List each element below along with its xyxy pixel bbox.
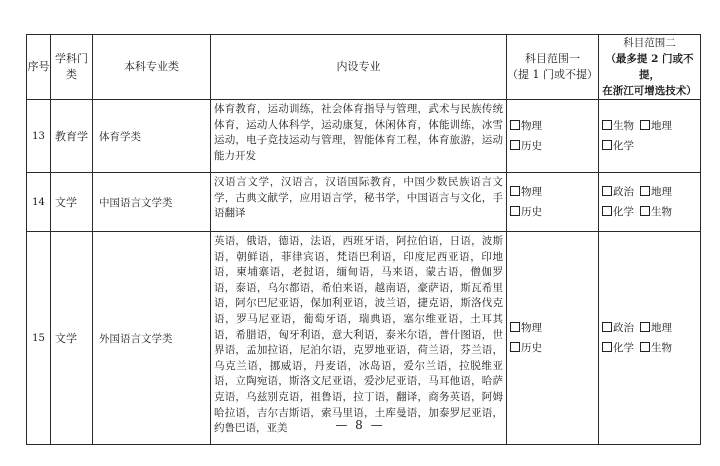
subject-option: 物理 [521,186,542,198]
row-category: 中国语言文学类 [93,173,211,232]
checkbox-icon [602,322,612,332]
subject-option: 化学 [613,206,634,218]
checkbox-icon [602,186,612,196]
subject-requirements-table [26,34,701,445]
table-row [27,232,701,445]
header-subject-range-1 [507,35,599,100]
subject-option: 地理 [651,186,672,198]
row-subject-range-2 [599,232,701,445]
subject-option: 生物 [651,206,672,218]
checkbox-icon [602,140,612,150]
checkbox-icon [640,322,650,332]
checkbox-icon [510,186,520,196]
header-discipline: 学科门类 [51,35,93,100]
subject2-note-2: 在浙江可增选技术） [602,85,697,97]
checkbox-icon [510,342,520,352]
row-discipline: 文学 [51,173,93,232]
row-discipline: 教育学 [51,100,93,173]
checkbox-icon [510,206,520,216]
header-majors: 内设专业 [211,35,507,100]
subject-option: 物理 [521,322,542,334]
subject-option: 物理 [521,120,542,132]
table-row [27,173,701,232]
row-subject-range-2 [599,100,701,173]
table-header-row [27,35,701,100]
subject1-title: 科目范围一 [525,52,580,65]
checkbox-icon [602,206,612,216]
checkbox-icon [510,140,520,150]
checkbox-icon [640,206,650,216]
row-subject-range-1 [507,232,599,445]
row-subject-range-1 [507,173,599,232]
subject-option: 历史 [521,206,542,218]
subject-option: 历史 [521,140,542,152]
row-category: 体育学类 [93,100,211,173]
header-subject-range-2 [599,35,701,100]
checkbox-icon [602,342,612,352]
subject-option: 历史 [521,342,542,354]
page-number: — 8 — [335,418,385,432]
row-majors: 汉语言文学，汉语言，汉语国际教育，中国少数民族语言文学，古典文献学，应用语言学，秘书学，中国语言与文化，手语翻译 [211,173,507,232]
checkbox-icon [602,120,612,130]
subject-option: 地理 [651,120,672,132]
subject-option: 生物 [651,342,672,354]
subject1-note: （提 1 门或不提） [507,68,598,81]
subject-option: 化学 [613,342,634,354]
table-row [27,100,701,173]
row-number: 13 [27,100,51,173]
row-majors: 体育教育，运动训练，社会体育指导与管理，武术与民族传统体育，运动人体科学，运动康复，休闲体育，体能训练，冰雪运动，电子竞技运动与管理，智能体育工程，体育旅游，运动能力开发 [211,100,507,173]
subject-option: 化学 [613,140,634,152]
checkbox-icon [510,120,520,130]
checkbox-icon [640,342,650,352]
row-number: 14 [27,173,51,232]
row-category: 外国语言文学类 [93,232,211,445]
header-number: 序号 [27,35,51,100]
checkbox-icon [510,322,520,332]
header-category: 本科专业类 [93,35,211,100]
subject-option: 地理 [651,322,672,334]
subject2-note-1: （最多提 2 门或不提， [605,53,694,81]
checkbox-icon [640,120,650,130]
subject2-title: 科目范围二 [623,37,676,49]
row-number: 15 [27,232,51,445]
row-subject-range-1 [507,100,599,173]
checkbox-icon [640,186,650,196]
row-discipline: 文学 [51,232,93,445]
subject-option: 政治 [613,186,634,198]
row-majors: 英语，俄语，德语，法语，西班牙语，阿拉伯语，日语，波斯语，朝鲜语，菲律宾语，梵语巴利语，印度尼西亚语，印地语，柬埔寨语，老挝语，缅甸语，马来语，蒙古语，僧伽罗语，泰语，乌尔都语，希伯来语，越南语，豪萨语，斯瓦希里语，阿尔巴尼亚语，保加利亚语，波兰语，捷克语，斯洛伐克语，罗马尼亚语，葡萄牙语，瑞典语，塞尔维亚语，土耳其语，希腊语，匈牙利语，意大利语，泰米尔语，普什图语，世界语，孟加拉语，尼泊尔语，克罗地亚语，荷兰语，芬兰语，乌克兰语，挪威语，丹麦语，冰岛语，爱尔兰语，拉脱维亚语，立陶宛语，斯洛文尼亚语，爱沙尼亚语，马耳他语，哈萨克语，乌兹别克语，祖鲁语，拉丁语，翻译，商务英语，阿姆哈拉语，吉尔吉斯语，索马里语，土库曼语，加泰罗尼亚语，约鲁巴语，亚美 [211,232,507,445]
subject-option: 政治 [613,322,634,334]
row-subject-range-2 [599,173,701,232]
subject-option: 生物 [613,120,634,132]
